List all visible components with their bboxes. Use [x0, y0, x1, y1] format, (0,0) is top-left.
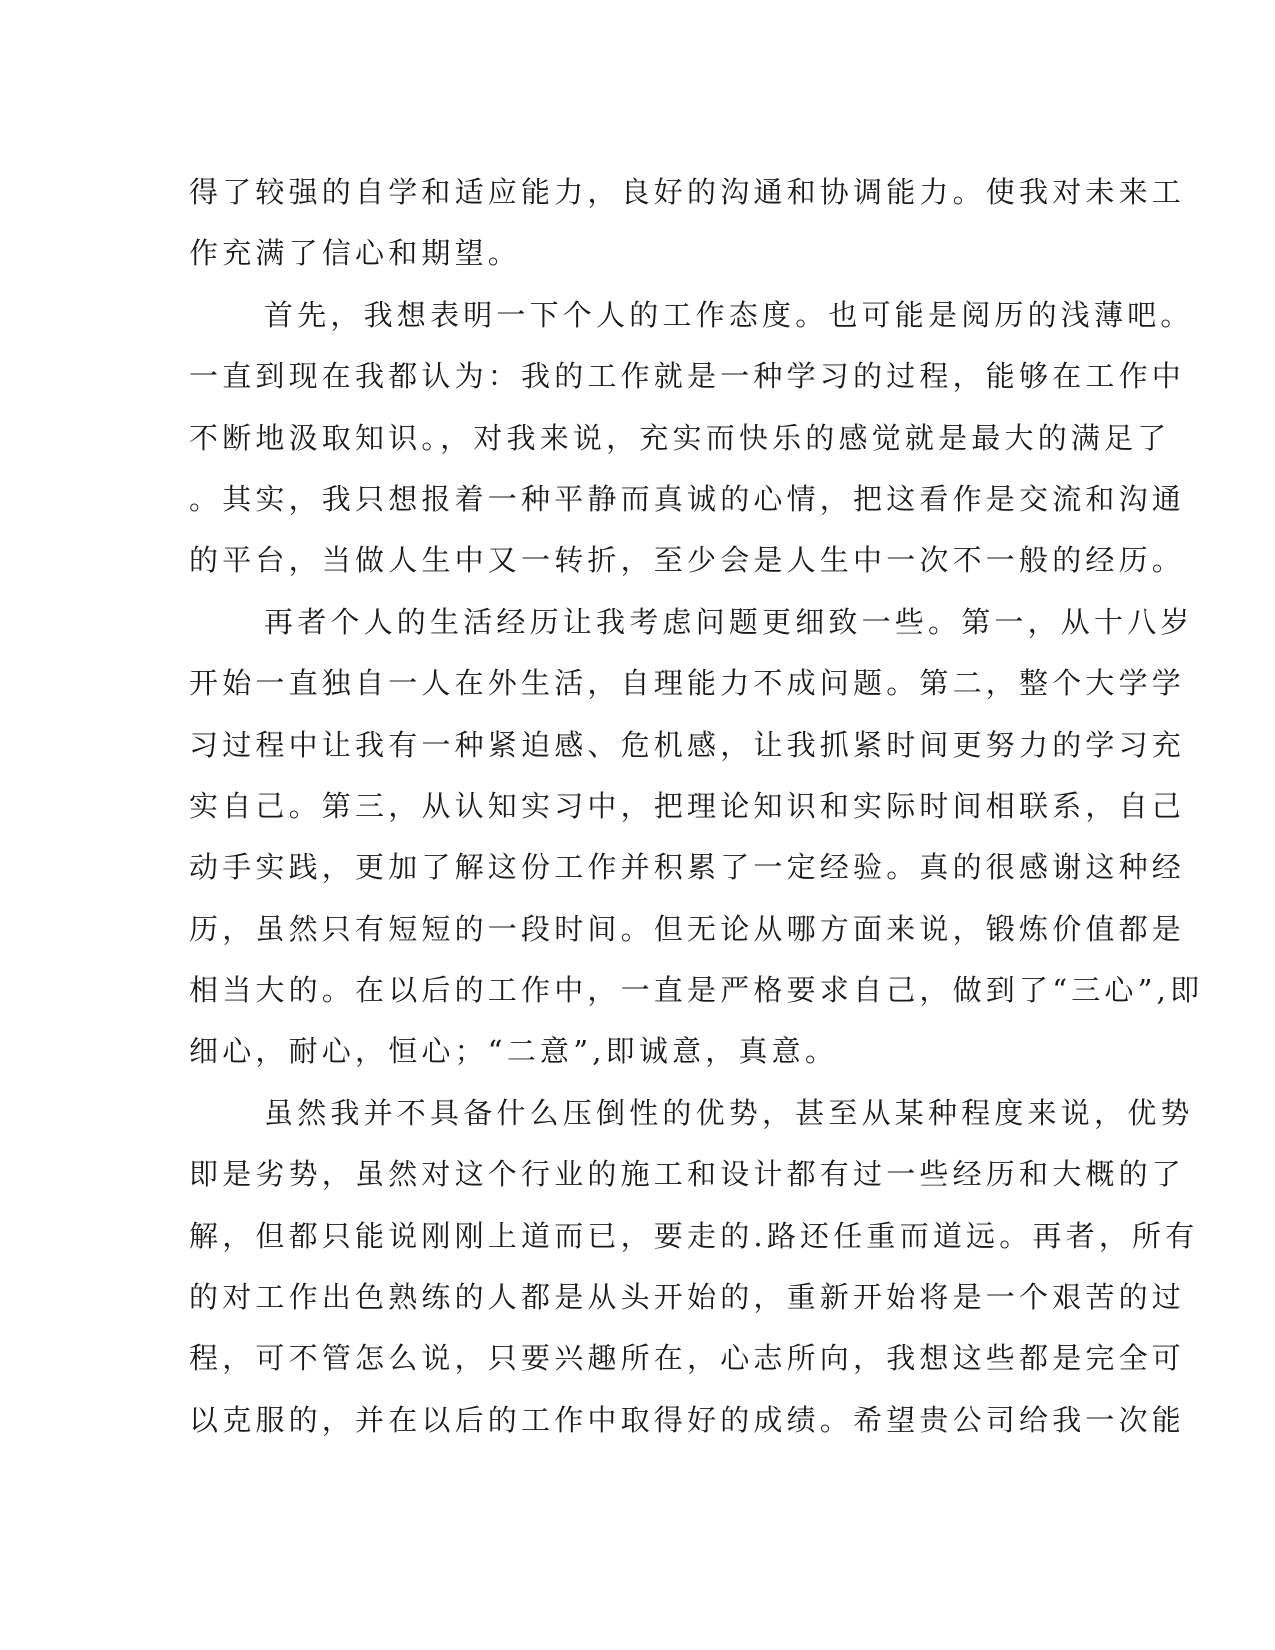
text-line: 动手实践，更加了解这份工作并积累了一定经验。真的很感谢这种经	[189, 850, 1186, 885]
paragraph-start-line: 虽然我并不具备什么压倒性的优势，甚至从某种程度来说，优势	[264, 1095, 1194, 1130]
text-line: 以克服的，并在以后的工作中取得好的成绩。希望贵公司给我一次能	[189, 1402, 1186, 1437]
text-line: 的对工作出色熟练的人都是从头开始的，重新开始将是一个艰苦的过	[189, 1280, 1186, 1315]
text-line: 。其实，我只想报着一种平静而真诚的心情，把这看作是交流和沟通	[189, 481, 1186, 516]
paragraph-start-line: 首先，我想表明一下个人的工作态度。也可能是阅历的浅薄吧。	[264, 297, 1194, 332]
text-line: 实自己。第三，从认知实习中，把理论知识和实际时间相联系，自己	[189, 788, 1186, 823]
text-line: 细心，耐心，恒心；“二意”,即诚意，真意。	[189, 1034, 839, 1069]
document-body	[189, 162, 1204, 1451]
text-line: 得了较强的自学和适应能力，良好的沟通和协调能力。使我对未来工	[189, 175, 1186, 209]
text-line: 不断地汲取知识。，对我来说，充实而快乐的感觉就是最大的满足了	[189, 420, 1171, 455]
paragraph-start-line: 再者个人的生活经历让我考虑问题更细致一些。第一，从十八岁	[264, 604, 1194, 639]
text-line: 历，虽然只有短短的一段时间。但无论从哪方面来说，锻炼价值都是	[189, 911, 1186, 946]
text-line: 解，但都只能说刚刚上道而已，要走的.路还任重而道远。再者，所有	[189, 1218, 1199, 1253]
text-line: 相当大的。在以后的工作中，一直是严格要求自己，做到了“三心”,即	[189, 973, 1204, 1008]
text-line: 习过程中让我有一种紧迫感、危机感，让我抓紧时间更努力的学习充	[189, 727, 1186, 762]
text-line: 的平台，当做人生中又一转折，至少会是人生中一次不一般的经历。	[189, 543, 1186, 578]
text-line: 开始一直独自一人在外生活，自理能力不成问题。第二，整个大学学	[189, 666, 1186, 701]
text-line: 一直到现在我都认为：我的工作就是一种学习的过程，能够在工作中	[189, 359, 1186, 394]
text-line: 作充满了信心和期望。	[189, 236, 522, 271]
text-line: 即是劣势，虽然对这个行业的施工和设计都有过一些经历和大概的了	[189, 1157, 1186, 1192]
text-line: 程，可不管怎么说，只要兴趣所在，心志所向，我想这些都是完全可	[189, 1341, 1186, 1376]
